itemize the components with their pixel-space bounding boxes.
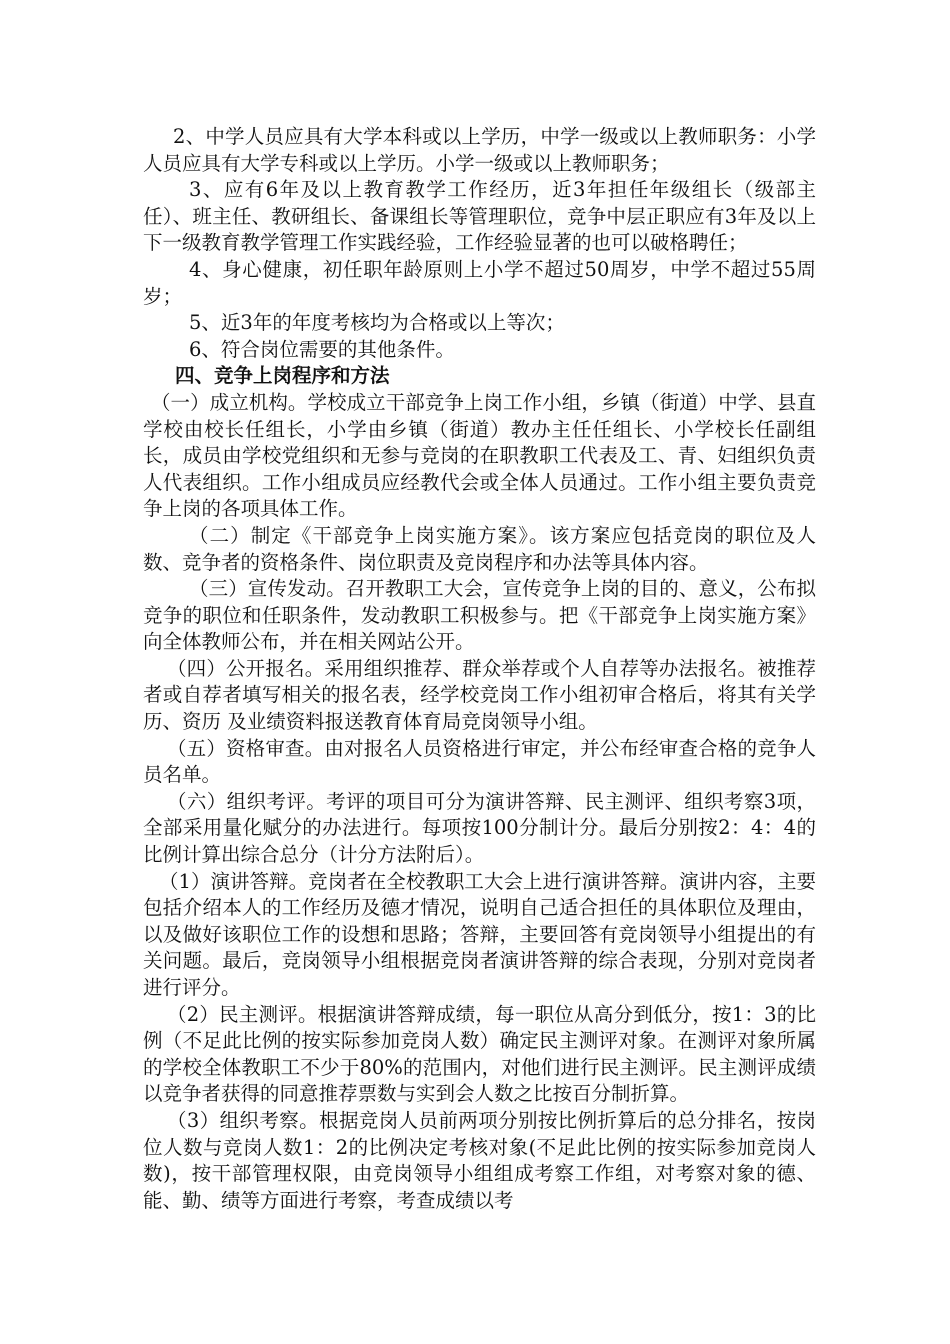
paragraph: （五）资格审查。由对报名人员资格进行审定，并公布经审查合格的竞争人员名单。 bbox=[143, 736, 816, 787]
paragraph: （四）公开报名。采用组织推荐、群众举荐或个人自荐等办法报名。被推荐者或自荐者填写相关的报名表，经学校竞岗工作小组初审合格后，将其有关学历、资历 及业绩资料报送教育体育局竞岗领导小组。 bbox=[143, 656, 816, 734]
paragraph: 6、符合岗位需要的其他条件。 bbox=[189, 337, 455, 361]
paragraph: （3）组织考察。根据竞岗人员前两项分别按比例折算后的总分排名，按岗位人数与竞岗人数1：2的比例决定考核对象(不足此比例的按实际参加竞岗人数)，按干部管理权限，由竞岗领导小组组成考察工作组，对考察对象的德、能、勤、绩等方面进行考察，考查成绩以考 bbox=[143, 1108, 816, 1212]
document-body bbox=[143, 124, 816, 1214]
paragraph: 2、中学人员应具有大学本科或以上学历，中学一级或以上教师职务：小学人员应具有大学专科或以上学历。小学一级或以上教师职务； bbox=[143, 125, 816, 175]
paragraph: （1）演讲答辩。竞岗者在全校教职工大会上进行演讲答辩。演讲内容，主要包括介绍本人的工作经历及德才情况，说明自己适合担任的具体职位及理由，以及做好该职位工作的设想和思路；答辩，主要回答有竞岗领导小组提出的有关问题。最后，竞岗领导小组根据竞岗者演讲答辩的综合表现，分别对竞岗者进行评分。 bbox=[143, 869, 816, 999]
paragraph: 5、近3年的年度考核均为合格或以上等次； bbox=[189, 311, 565, 335]
paragraph: （一）成立机构。学校成立干部竞争上岗工作小组，乡镇（街道）中学、县直学校由校长任组长，小学由乡镇（街道）教办主任任组长、小学校长任副组长，成员由学校党组织和无参与竞岗的在职教职工代表及工、青、妇组织负责人代表组织。工作小组成员应经教代会或全体人员通过。工作小组主要负责竞争上岗的各项具体工作。 bbox=[143, 390, 816, 521]
paragraph: 4、身心健康，初任职年龄原则上小学不超过50周岁，中学不超过55周岁； bbox=[143, 257, 816, 308]
section-heading: 四、竞争上岗程序和方法 bbox=[175, 364, 390, 388]
paragraph: （六）组织考评。考评的项目可分为演讲答辩、民主测评、组织考察3项，全部采用量化赋分的办法进行。每项按100分制计分。最后分别按2：4：4的比例计算出综合总分（计分方法附后）。 bbox=[143, 789, 816, 867]
paragraph: （二）制定《干部竞争上岗实施方案》。该方案应包括竞岗的职位及人数、竞争者的资格条件、岗位职责及竞岗程序和办法等具体内容。 bbox=[143, 523, 816, 574]
paragraph: （2）民主测评。根据演讲答辩成绩，每一职位从高分到低分，按1：3的比例（不足此比例的按实际参加竞岗人数）确定民主测评对象。在测评对象所属的学校全体教职工不少于80%的范围内，对他们进行民主测评。民主测评成绩以竞争者获得的同意推荐票数与实到会人数之比按百分制折算。 bbox=[143, 1002, 816, 1106]
paragraph: 3、应有6年及以上教育教学工作经历，近3年担任年级组长（级部主任）、班主任、教研组长、备课组长等管理职位，竞争中层正职应有3年及以上下一级教育教学管理工作实践经验，工作经验显著的也可以破格聘任； bbox=[143, 178, 816, 255]
paragraph: （三）宣传发动。召开教职工大会，宣传竞争上岗的目的、意义，公布拟竞争的职位和任职条件，发动教职工积极参与。把《干部竞争上岗实施方案》向全体教师公布，并在相关网站公开。 bbox=[143, 577, 816, 654]
